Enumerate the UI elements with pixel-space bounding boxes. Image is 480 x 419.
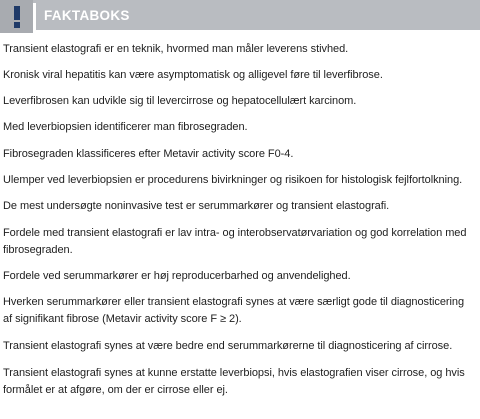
header-divider <box>33 3 36 30</box>
factbox-title: FAKTABOKS <box>44 8 130 23</box>
fact-item: Fibrosegraden klassificeres efter Metavir activity score F0-4. <box>3 148 294 160</box>
fact-item: Transient elastografi synes at være bedre end serummarkørerne til diagnosticering af cirrose. <box>3 340 453 352</box>
fact-item: Fordele med transient elastografi er lav intra- og interobservatørvariation og god korrelation med fibrosegraden. <box>3 227 467 256</box>
fact-item: Med leverbiopsien identificerer man fibrosegraden. <box>3 121 248 133</box>
fact-item: Hverken serummarkører eller transient elastografi synes at være særligt gode til diagnosticering af signifikant fibrose (Metavir activity score F ≥ 2). <box>3 296 465 325</box>
fact-item: Transient elastografi synes at kunne erstatte leverbiopsi, hvis elastografien viser cirrose, og hvis formålet er at afgøre, om der er cirrose eller ej. <box>3 367 465 396</box>
fact-item: Ulemper ved leverbiopsien er procedurens bivirkninger og risikoen for histologisk fejlfortolkning. <box>3 174 463 186</box>
fact-item: Fordele ved serummarkører er høj reproducerbarhed og anvendelighed. <box>3 270 351 282</box>
factbox-header <box>0 0 480 33</box>
exclamation-icon <box>0 0 33 33</box>
fact-item: Leverfibrosen kan udvikle sig til levercirrose og hepatocellulært karcinom. <box>3 95 357 107</box>
fact-item: Kronisk viral hepatitis kan være asymptomatisk og alligevel føre til leverfibrose. <box>3 69 383 81</box>
fact-item: De mest undersøgte noninvasive test er serummarkører og transient elastografi. <box>3 200 390 212</box>
fact-item: Transient elastografi er en teknik, hvormed man måler leverens stivhed. <box>3 43 349 55</box>
